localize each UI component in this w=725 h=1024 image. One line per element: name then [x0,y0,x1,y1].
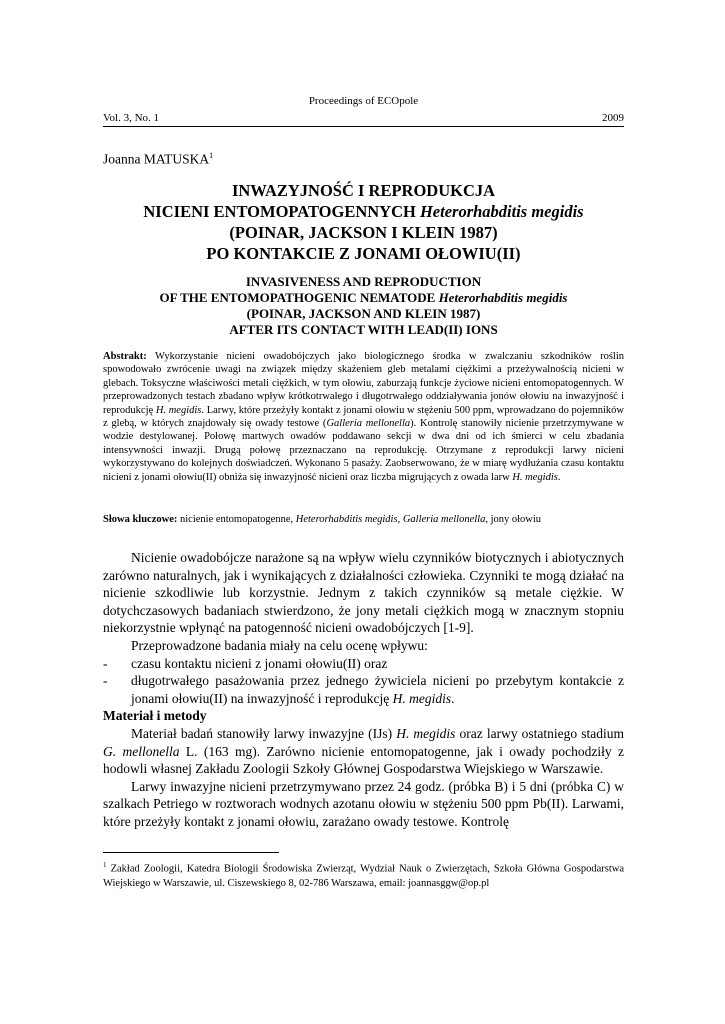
author-name: Joanna MATUSKA$^1$ [103,151,214,167]
author-footnote-mark: 1 [209,151,214,160]
footnote: $^1$ Zakład Zoologii, Katedra Biologii Środowiska Zwierząt, Wydział Nauk o Zwierzętach, Szkoła Główna Gospodarstwa Wiejskiego w Warszawie, ul. Ciszewskiego 8, 02-786 Warszawa, email: joannasggw@op.pl [103,861,624,889]
running-head: Proceedings of ECOpole [308,95,419,107]
title-polish: INWAZYJNOŚĆ I REPRODUKCJA NICIENI ENTOMOPATOGENNYCH Heterorhabditis megidis (POINAR, JACKSON I KLEIN 1987) PO KONTAKCIE Z JONAMI OŁOWIU(II) [143,181,584,263]
paragraph: Materiał badań stanowiły larwy inwazyjne (IJs) H. megidis oraz larwy ostatniego stadium G. mellonella L. (163 mg). Zarówno nicienie entomopatogenne, jak i owady pochodziły z hodowli własnej Zakładu Zoologii Szkoły Głównej Gospodarstwa Wiejskiego w Warszawie. [103,725,625,777]
list-item: - czasu kontaktu nicieni z jonami ołowiu(II) oraz [103,655,388,671]
section-heading: Materiał i metody [103,708,207,724]
volume-row [103,112,624,127]
volume-number: Vol. 3, No. 1 [103,112,160,124]
aims-list [103,655,624,708]
title-english: INVASIVENESS AND REPRODUCTION OF THE ENTOMOPATHOGENIC NEMATODE Heterorhabditis megidis (POINAR, JACKSON AND KLEIN 1987) AFTER ITS CONTACT WITH LEAD(II) IONS [159,274,568,337]
abstract-label: Abstrakt: [103,351,147,362]
paragraph: Larwy inwazyjne nicieni przetrzymywano przez 24 godz. (próbka B) i 5 dni (próbka C) w szalkach Petriego w roztworach wodnych azotanu ołowiu w stężeniu 500 ppm Pb(II). Larwami, które przeżyły kontakt z jonami ołowiu, zarażano owady testowe. Kontrolę [103,778,624,829]
keywords-label: Słowa kluczowe: [103,514,178,525]
keywords: Słowa kluczowe: nicienie entomopatogenne, Heterorhabditis megidis, Galleria mellonella, jony ołowiu [103,514,542,525]
year: 2009 [602,112,624,124]
abstract: Abstrakt: Wykorzystanie nicieni owadobójczych jako biologicznego środka w zwalczaniu szkodników roślin spowodowało zwrócenie uwagi na związek między skażeniem gleb metalami ciężkimi a przeżywalnością nicieni w glebach. Toksyczne właściwości metali ciężkich, w tym ołowiu, zaburzają funkcje życiowe nicieni entomopatogennych. W przeprowadzonych testach zbadano wpływ krótkotrwałego i długotrwałego oddziaływania jonów ołowiu na inwazyjność i reprodukcję H. megidis. Larwy, które przeżyły kontakt z jonami ołowiu w stężeniu 500 ppm, wprowadzano do pojemników z glebą, w których znajdowały się owady testowe (Galleria mellonella). Kontrolę stanowiły nicienie przetrzymywane w wodzie destylowanej. Połowę martwych owadów poddawano sekcji w dwa dni od ich śmierci w celu zbadania intensywności inwazji. Drugą połowę przeznaczano na reprodukcję. Otrzymane z reprodukcji larwy nicieni wykorzystywano do kolejnych doświadczeń. Wykonano 5 pasaży. Zaobserwowano, że w miarę wydłużania czasu kontaktu nicieni z jonami ołowiu(II) obniża się inwazyjność nicieni oraz liczba migrujących z owada larw H. megidis. [103,351,624,483]
paragraph: Nicienie owadobójcze narażone są na wpływ wielu czynników biotycznych i abiotycznych zarówno naturalnych, jak i wynikających z działalności człowieka. Czynniki te mogą działać na nicienie szkodliwie lub korzystnie. Jednym z takich czynników są metale ciężkie. W dotychczasowych badaniach stwierdzono, że jony metali ciężkich mogą w znacznym stopniu niekorzystnie wpłynąć na patogenność nicieni owadobójczych [1-9]. [103,550,624,636]
list-item: - długotrwałego pasażowania przez jednego żywiciela nicieni po przebytym kontakcie z jonami ołowiu(II) na inwazyjność i reprodukcję H. megidis. [103,673,624,706]
body-text [103,549,624,831]
footnote-divider [103,852,279,853]
footnote-mark: 1 [103,861,107,869]
paragraph: Przeprowadzone badania miały na celu ocenę wpływu: [131,637,428,653]
